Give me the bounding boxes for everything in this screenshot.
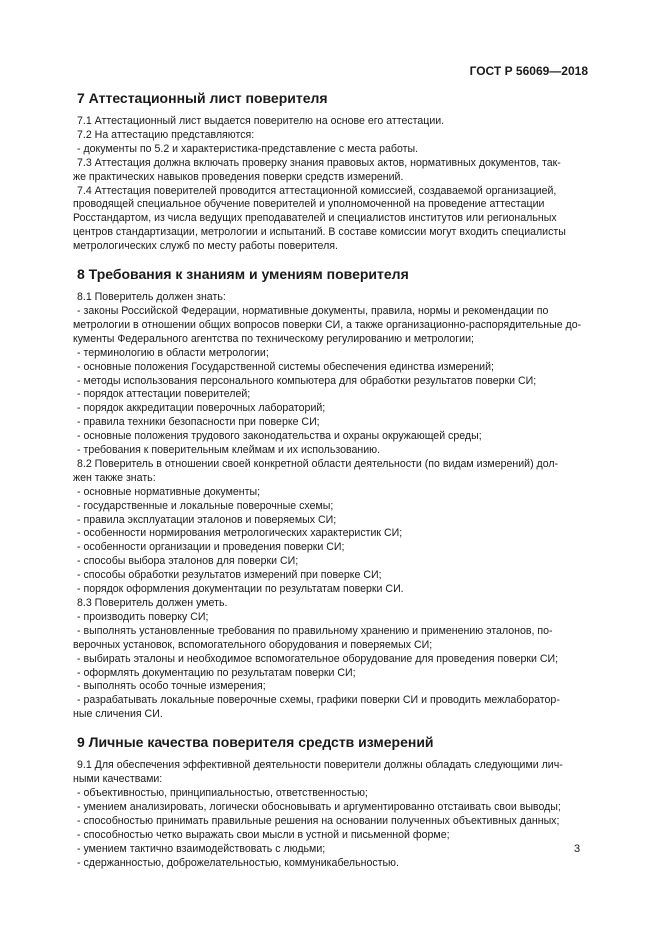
text-line: 7.1 Аттестационный лист выдается поверителю на основе его аттестации. [77, 115, 445, 127]
text-line: - оформлять документацию по результатам поверки СИ; [77, 666, 356, 679]
text-line: кументы Федерального агентства по техническому регулированию и метрологии; [73, 332, 474, 345]
text-line: верочных установок, вспомогательного оборудования и поверяемых СИ; [73, 638, 433, 651]
section-title: 8 Требования к знаниям и умениям поверителя [77, 266, 409, 283]
text-line: - основные положения трудового законодательства и охраны окружающей среды; [77, 430, 482, 443]
text-line: - порядок аттестации поверителей; [77, 388, 251, 401]
text-line: 7.4 Аттестация поверителей проводится аттестационной комиссией, создаваемой организацией, [77, 184, 557, 197]
text-line: же практических навыков проведения поверки средств измерений. [73, 170, 404, 183]
text-line: - порядок аккредитации поверочных лабораторий; [77, 402, 326, 415]
text-line: Росстандартом, из числа ведущих преподавателей и специалистов институтов или региональных [73, 212, 557, 225]
text-line: ными качествами: [73, 773, 163, 786]
text-line: - умением тактично взаимодействовать с людьми; [77, 842, 326, 855]
text-line: - выполнять особо точные измерения; [77, 680, 266, 693]
section-title: 9 Личные качества поверителя средств измерений [77, 734, 434, 751]
section-7 [73, 89, 581, 254]
text-line: - особенности организации и проведения поверки СИ; [77, 541, 345, 554]
text-line: - требования к поверительным клеймам и их использованию. [77, 444, 381, 457]
text-line: - способы выбора эталонов для поверки СИ; [77, 555, 299, 568]
text-line: - умением анализировать, логически обосновывать и аргументированно отстаивать свои выводы; [77, 800, 561, 813]
text-line: - разрабатывать локальные поверочные схемы, графики поверки СИ и проводить межлаборатор- [77, 694, 560, 707]
text-line: - правила эксплуатации эталонов и поверяемых СИ; [77, 513, 337, 526]
text-line: 8.3 Поверитель должен уметь. [77, 597, 228, 609]
text-line: - терминологию в области метрологии; [77, 346, 269, 359]
text-line: - сдержанностью, доброжелательностью, коммуникабельностью. [77, 856, 399, 869]
text-line: - способностью четко выражать свои мысли в устной и письменной форме; [77, 828, 450, 841]
text-line: 7.3 Аттестация должна включать проверку знания правовых актов, нормативных документов, так- [77, 156, 561, 169]
text-line: - особенности нормирования метрологических характеристик СИ; [77, 527, 403, 540]
text-line: - выбирать эталоны и необходимое вспомогательное оборудование для проведения поверки СИ; [77, 652, 559, 665]
text-line: проводящей специальное обучение поверителей и уполномоченной на проведение аттестации [73, 198, 545, 211]
section-9 [73, 733, 581, 870]
text-line: - основные нормативные документы; [77, 485, 261, 498]
text-line: - способностью принимать правильные решения на основании полученных объективных данных; [77, 814, 560, 827]
text-line: метрологии в отношении общих вопросов поверки СИ, а также организационно-распорядительные до- [73, 318, 582, 331]
text-line: - объективностью, принципиальностью, ответственностью; [77, 786, 368, 799]
text-line: - способы обработки результатов измерений при поверке СИ; [77, 569, 382, 582]
text-line: - методы использования персонального компьютера для обработки результатов поверки СИ; [77, 374, 537, 387]
text-line: 8.2 Поверитель в отношении своей конкретной области деятельности (по видам измерений) дол- [77, 457, 559, 470]
page-body [73, 89, 581, 881]
text-line: ные сличения СИ. [73, 708, 163, 721]
text-line: - документы по 5.2 и характеристика-представление с места работы. [77, 142, 419, 155]
page-number: 3 [574, 843, 581, 855]
section-title: 7 Аттестационный лист поверителя [77, 90, 328, 106]
text-line: 8.1 Поверитель должен знать: [77, 291, 226, 304]
document-id: ГОСТ Р 56069—2018 [469, 64, 588, 78]
text-line: метрологических служб по месту работы поверителя. [73, 240, 338, 253]
text-line: 9.1 Для обеспечения эффективной деятельности поверители должны обладать следующими лич- [77, 759, 563, 772]
text-line: - производить поверку СИ; [77, 610, 209, 623]
text-line: - выполнять установленные требования по правильному хранению и применению эталонов, по- [77, 624, 553, 637]
text-line: - государственные и локальные поверочные схемы; [77, 499, 334, 512]
text-line: - основные положения Государственной системы обеспечения единства измерений; [77, 360, 494, 373]
section-8 [73, 265, 581, 722]
text-line: - законы Российской Федерации, нормативные документы, правила, нормы и рекомендации по [77, 304, 549, 317]
text-line: - правила техники безопасности при поверке СИ; [77, 416, 320, 429]
text-line: жен также знать: [73, 471, 156, 484]
text-line: 7.2 На аттестацию представляются: [77, 128, 255, 141]
text-line: центров стандартизации, метрологии и испытаний. В составе комиссии могут входить специалисты [73, 226, 566, 239]
text-line: - порядок оформления документации по результатам поверки СИ. [77, 583, 404, 596]
